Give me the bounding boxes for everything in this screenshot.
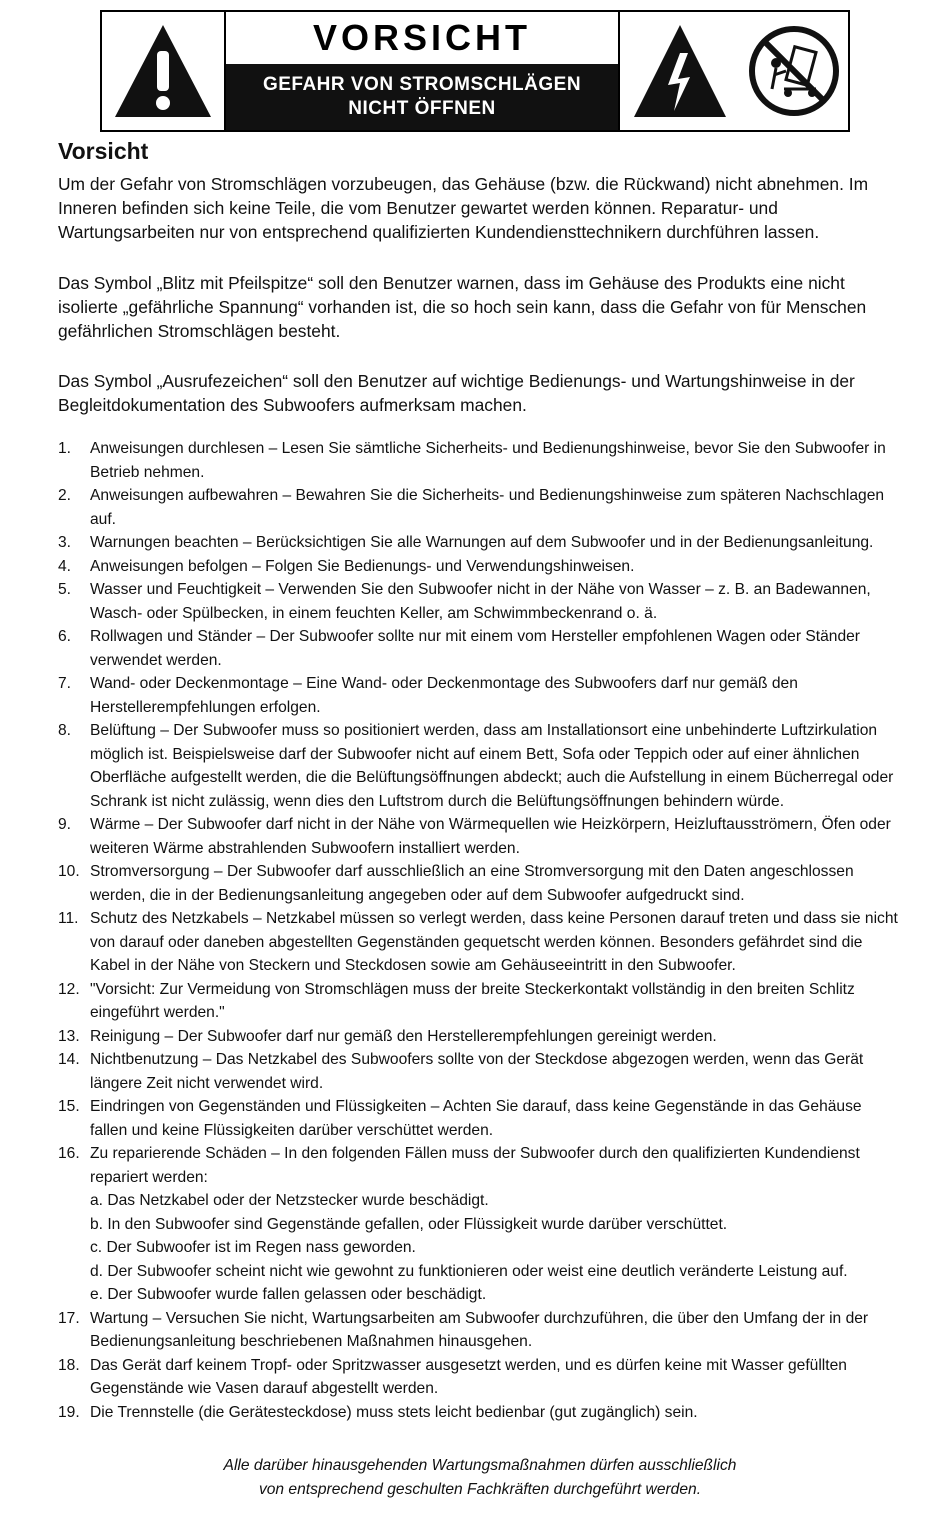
list-item-text: Wärme – Der Subwoofer darf nicht in der Nähe von Wärmequellen wie Heizkörpern, Heizluftausströmern, Öfen oder weiteren Wärme abstrahlenden Subwoofern installiert werden.: [90, 816, 891, 857]
list-item-text: Anweisungen befolgen – Folgen Sie Bedienungs- und Verwendungshinweisen.: [90, 557, 635, 575]
footer-line-2: von entsprechend geschulten Fachkräften durchgeführt werden.: [258, 1480, 702, 1498]
list-item: [58, 1354, 900, 1401]
lightning-triangle-icon: [630, 21, 730, 121]
list-item-text: Zu reparierende Schäden – In den folgenden Fällen muss der Subwoofer durch den qualifizierten Kundendienst repariert werden:: [90, 1145, 860, 1186]
list-item-text: Das Gerät darf keinem Tropf- oder Spritzwasser ausgesetzt werden, und es dürfen keine mit Wasser gefüllten Gegenstände wie Vasen darauf abgestellt werden.: [90, 1356, 847, 1397]
safety-instructions-list: [58, 437, 900, 1424]
exclamation-triangle-icon: [111, 21, 215, 121]
list-item-text: "Vorsicht: Zur Vermeidung von Stromschlägen muss der breite Steckerkontakt vollständig in den breiten Schlitz eingeführt werden.": [90, 980, 855, 1021]
list-item-number: 18.: [58, 1356, 80, 1374]
list-item-number: 8.: [58, 722, 72, 739]
cart-cell: [740, 12, 848, 130]
list-item-number: 6.: [58, 628, 72, 645]
list-item: [58, 907, 900, 978]
list-item: [58, 625, 900, 672]
list-item-number: 12.: [58, 980, 80, 998]
list-item-text: Wand- oder Deckenmontage – Eine Wand- oder Deckenmontage des Subwoofers darf nur gemäß den Herstellerempfehlungen erfolgen.: [90, 675, 798, 716]
list-item-number: 1.: [58, 440, 72, 457]
bolt-cell: [620, 12, 740, 130]
list-item-number: 19.: [58, 1403, 80, 1421]
sub-list: [90, 1189, 900, 1307]
list-item: [58, 1048, 900, 1095]
paragraph-2: Das Symbol „Blitz mit Pfeilspitze“ soll den Benutzer warnen, dass im Gehäuse des Produkts eine nicht isolierte „gefährliche Spannung“ vorhanden ist, die so hoch sein kann, dass die Gefahr von für Menschen gefährlichen Stromschlägen besteht.: [58, 273, 867, 341]
list-item-text: Eindringen von Gegenständen und Flüssigkeiten – Achten Sie darauf, dass keine Gegenstände in das Gehäuse fallen und keine Flüssigkeiten darüber verschüttet werden.: [90, 1098, 862, 1139]
list-item-number: 9.: [58, 816, 72, 833]
sub-list-item: d. Der Subwoofer scheint nicht wie gewohnt zu funktionieren oder weist eine deutlich veränderte Leistung auf.: [90, 1262, 848, 1280]
list-item-text: Anweisungen durchlesen – Lesen Sie sämtliche Sicherheits- und Bedienungshinweise, bevor Sie den Subwoofer in Betrieb nehmen.: [90, 440, 886, 481]
sub-list-item: c. Der Subwoofer ist im Regen nass geworden.: [90, 1239, 416, 1256]
list-item: [58, 1095, 900, 1142]
list-item-number: 16.: [58, 1145, 80, 1162]
list-item: [58, 1401, 900, 1425]
banner-line-1: GEFAHR VON STROMSCHLÄGEN: [262, 74, 582, 95]
list-item-text: Die Trennstelle (die Gerätesteckdose) muss stets leicht bedienbar (gut zugänglich) sein.: [90, 1403, 698, 1421]
list-item-text: Reinigung – Der Subwoofer darf nur gemäß den Herstellerempfehlungen gereinigt werden.: [90, 1027, 717, 1045]
exclamation-cell: [102, 12, 226, 130]
list-item: [58, 860, 900, 907]
footer-note: [130, 1454, 830, 1501]
list-item: [58, 1142, 900, 1307]
list-item-number: 17.: [58, 1309, 80, 1327]
list-item-text: Warnungen beachten – Berücksichtigen Sie alle Warnungen auf dem Subwoofer und in der Bedienungsanleitung.: [90, 534, 874, 551]
sub-list-item: a. Das Netzkabel oder der Netzstecker wurde beschädigt.: [90, 1192, 489, 1209]
list-item: [58, 978, 900, 1025]
banner-subtitle: [226, 64, 618, 130]
list-item-number: 4.: [58, 557, 72, 575]
list-item-text: Rollwagen und Ständer – Der Subwoofer sollte nur mit einem vom Hersteller empfohlenen Wagen oder Ständer verwendet werden.: [90, 628, 860, 669]
list-item-number: 10.: [58, 863, 80, 880]
list-item-text: Wartung – Versuchen Sie nicht, Wartungsarbeiten am Subwoofer durchzuführen, die über den Umfang der in der Bedienungsanleitung beschriebenen Maßnahmen hinausgehen.: [90, 1309, 869, 1350]
banner-line-2: NICHT ÖFFNEN: [348, 98, 496, 119]
list-item-text: Wasser und Feuchtigkeit – Verwenden Sie den Subwoofer nicht in der Nähe von Wasser – z. B. an Badewannen, Wasch- oder Spülbecken, in einem feuchten Keller, am Schwimmbeckenrand o. ä.: [90, 581, 871, 622]
list-item: [58, 484, 900, 531]
sub-list-item: b. In den Subwoofer sind Gegenstände gefallen, oder Flüssigkeit wurde darüber verschüttet.: [90, 1215, 728, 1233]
list-item: [58, 719, 900, 813]
list-item-number: 7.: [58, 675, 72, 692]
list-item-text: Schutz des Netzkabels – Netzkabel müssen so verlegt werden, dass keine Personen darauf treten und dass sie nicht von darauf oder daneben abgestellten Gegenständen gequetscht werden können. Besonders gefährdet sind die Kabel in der Nähe von Steckern und Steckdosen sowie am Gehäuseeintritt in den Subwoofer.: [90, 910, 898, 974]
list-item: [58, 531, 900, 555]
list-item-number: 5.: [58, 581, 72, 598]
list-item: [58, 1307, 900, 1354]
list-item-text: Nichtbenutzung – Das Netzkabel des Subwoofers sollte von der Steckdose abgezogen werden, wenn das Gerät längere Zeit nicht verwendet wird.: [90, 1051, 864, 1092]
list-item-number: 15.: [58, 1098, 80, 1115]
paragraph-3: Das Symbol „Ausrufezeichen“ soll den Benutzer auf wichtige Bedienungs- und Wartungshinweise in der Begleitdokumentation des Subwoofers aufmerksam machen.: [58, 371, 855, 415]
list-item: [58, 1025, 900, 1049]
list-item-text: Belüftung – Der Subwoofer muss so positioniert werden, dass am Installationsort eine unbehinderte Luftzirkulation möglich ist. Beispielsweise darf der Subwoofer nicht auf einem Bett, Sofa oder Teppich oder auf einer ähnlichen Oberfläche aufgestellt werden, die die Belüftungsöffnungen abdeckt; auch die Aufstellung in einem Bücherregal oder Schrank ist nicht zulässig, wenn dies den Luftstrom durch die Belüftungsöffnungen behindern würde.: [90, 722, 894, 810]
list-item: [58, 437, 900, 484]
no-cart-tipping-icon: [746, 23, 842, 119]
list-item: [58, 578, 900, 625]
sub-list-item: e. Der Subwoofer wurde fallen gelassen oder beschädigt.: [90, 1286, 487, 1303]
banner-text: [226, 12, 620, 130]
banner-title: VORSICHT: [312, 17, 531, 58]
list-item-number: 13.: [58, 1027, 80, 1045]
list-item-text: Stromversorgung – Der Subwoofer darf ausschließlich an eine Stromversorgung mit den Daten angeschlossen werden, die in der Bedienungsanleitung angegeben oder auf dem Subwoofer aufgedruckt sind.: [90, 863, 854, 904]
warning-banner: [100, 10, 850, 132]
paragraph-1: Um der Gefahr von Stromschlägen vorzubeugen, das Gehäuse (bzw. die Rückwand) nicht abnehmen. Im Inneren befinden sich keine Teile, die vom Benutzer gewartet werden können. Reparatur- und Wartungsarbeiten nur von entsprechend qualifizierten Kundendiensttechnikern durchführen lassen.: [58, 174, 869, 242]
list-item-text: Anweisungen aufbewahren – Bewahren Sie die Sicherheits- und Bedienungshinweise zum späteren Nachschlagen auf.: [90, 487, 885, 528]
list-item-number: 3.: [58, 534, 72, 551]
list-item: [58, 813, 900, 860]
section-heading: Vorsicht: [58, 138, 149, 164]
list-item: [58, 555, 900, 579]
list-item-number: 14.: [58, 1051, 80, 1068]
list-item-number: 2.: [58, 487, 72, 504]
footer-line-1: Alle darüber hinausgehenden Wartungsmaßnahmen dürfen ausschließlich: [223, 1457, 737, 1474]
list-item: [58, 672, 900, 719]
list-item-number: 11.: [58, 910, 79, 927]
